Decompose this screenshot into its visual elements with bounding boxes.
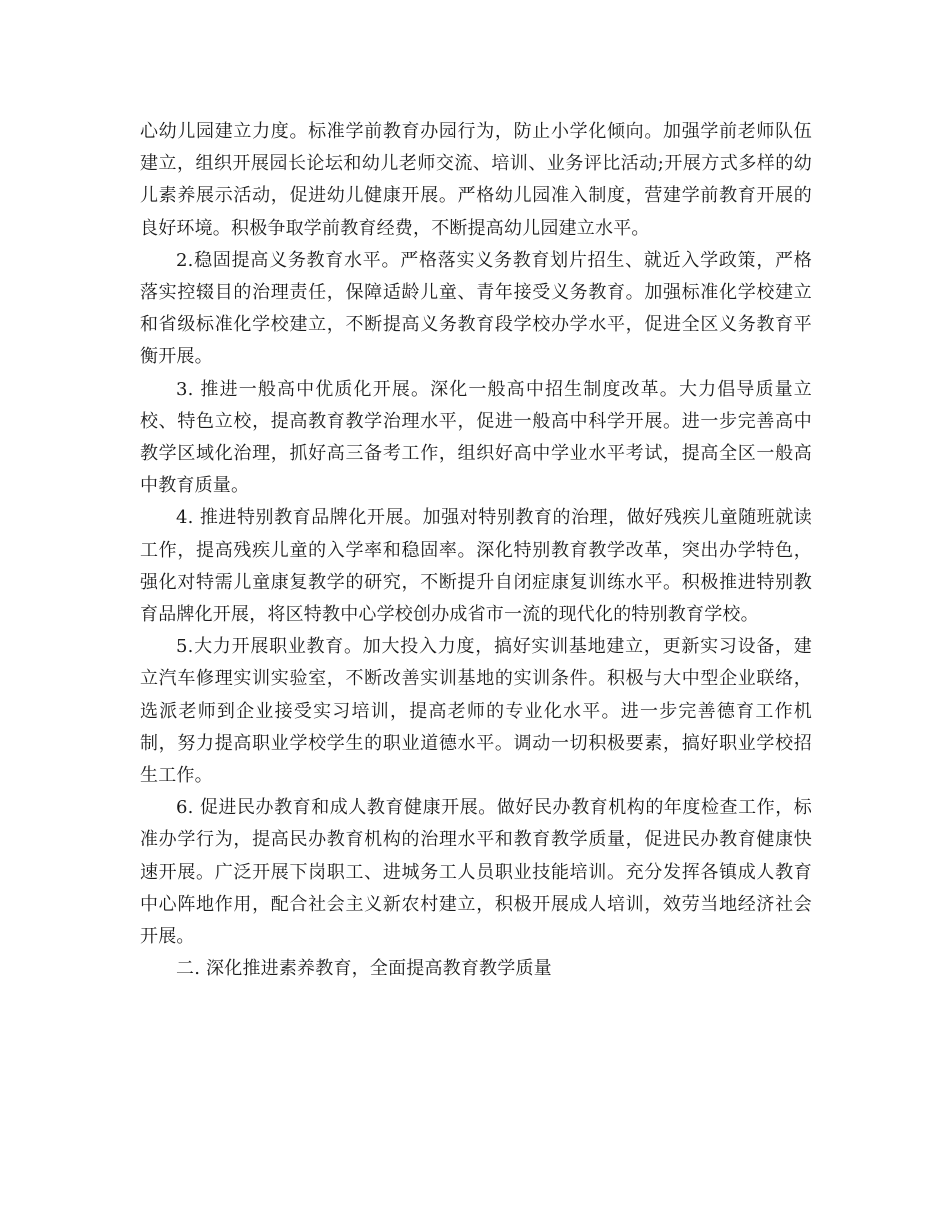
section-heading: 二. 深化推进素养教育，全面提高教育教学质量 bbox=[176, 958, 552, 980]
paragraph-preschool-continued: 心幼儿园建立力度。标准学前教育办园行为，防止小学化倾向。加强学前老师队伍建立，组织开展园长论坛和幼儿老师交流、培训、业务评比活动;开展方式多样的幼儿素养展示活动，促进幼儿健康开展。严格幼儿园准入制度，营建学前教育开展的良好环境。积极争取学前教育经费，不断提高幼儿园建立水平。 bbox=[140, 121, 812, 239]
document-body bbox=[140, 116, 812, 985]
paragraph-compulsory-education: 2.稳固提高义务教育水平。严格落实义务教育划片招生、就近入学政策，严格落实控辍目的治理责任，保障适龄儿童、青年接受义务教育。加强标准化学校建立和省级标准化学校建立，不断提高义务教育段学校办学水平，促进全区义务教育平衡开展。 bbox=[140, 249, 812, 368]
paragraph-high-school: 3. 推进一般高中优质化开展。深化一般高中招生制度改革。大力倡导质量立校、特色立校，提高教育教学治理水平，促进一般高中科学开展。进一步完善高中教学区域化治理，抓好高三备考工作，组织好高中学业水平考试，提高全区一般高中教育质量。 bbox=[140, 378, 812, 497]
paragraph-special-education: 4. 推进特别教育品牌化开展。加强对特别教育的治理，做好残疾儿童随班就读工作，提高残疾儿童的入学率和稳固率。深化特别教育教学改革，突出办学特色，强化对特需儿童康复教学的研究，不断提升自闭症康复训练水平。积极推进特别教育品牌化开展，将区特教中心学校创办成省市一流的现代化的特别教育学校。 bbox=[140, 507, 812, 626]
paragraph-private-adult-education: 6. 促进民办教育和成人教育健康开展。做好民办教育机构的年度检查工作，标准办学行为，提高民办教育机构的治理水平和教育教学质量，促进民办教育健康快速开展。广泛开展下岗职工、进城务工人员职业技能培训。充分发挥各镇成人教育中心阵地作用，配合社会主义新农村建立，积极开展成人培训，效劳当地经济社会开展。 bbox=[140, 797, 812, 948]
paragraph-vocational-education: 5.大力开展职业教育。加大投入力度，搞好实训基地建立，更新实习设备，建立汽车修理实训实验室，不断改善实训基地的实训条件。积极与大中型企业联络，选派老师到企业接受实习培训，提高老师的专业化水平。进一步完善德育工作机制，努力提高职业学校学生的职业道德水平。调动一切积极要素，搞好职业学校招生工作。 bbox=[140, 636, 812, 787]
